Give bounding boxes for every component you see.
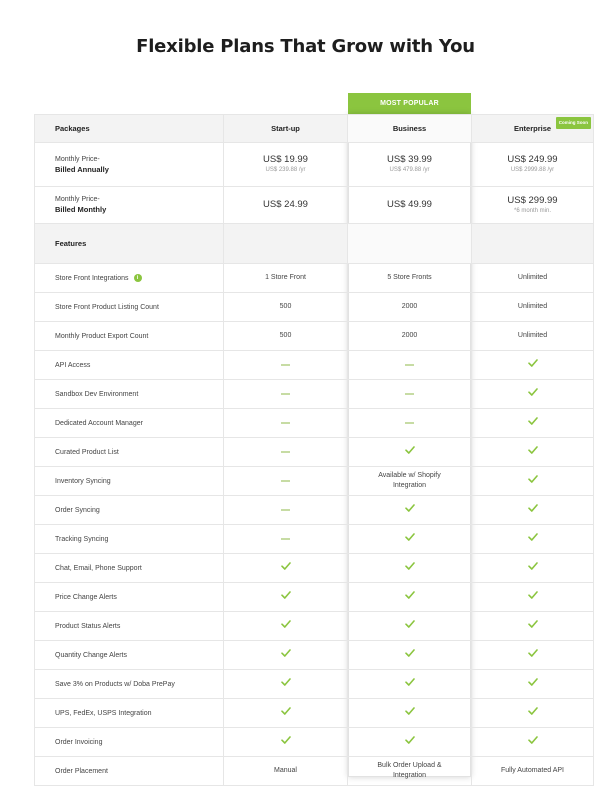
price-sub: US$ 2999.88 /yr bbox=[510, 167, 555, 173]
feature-value-enterprise bbox=[471, 264, 594, 292]
dash-icon bbox=[281, 480, 290, 482]
table-row bbox=[34, 264, 594, 293]
feature-value-enterprise bbox=[471, 583, 594, 611]
feature-name-cell bbox=[34, 583, 224, 611]
feature-value-text: Integration bbox=[392, 772, 427, 779]
check-icon bbox=[405, 649, 415, 661]
feature-value-business bbox=[348, 641, 471, 669]
check-icon bbox=[528, 620, 538, 632]
table-row bbox=[34, 554, 594, 583]
dash-icon bbox=[281, 422, 290, 424]
table-row bbox=[34, 438, 594, 467]
coming-soon-badge: Coming Soon bbox=[556, 117, 591, 129]
check-icon bbox=[405, 620, 415, 632]
price-annual-label bbox=[34, 143, 224, 186]
price-monthly-label-line1: Monthly Price- bbox=[55, 196, 100, 203]
price-monthly-enterprise bbox=[471, 187, 594, 223]
feature-value-business bbox=[348, 467, 471, 495]
feature-value-text: 5 Store Fronts bbox=[387, 274, 432, 281]
price-sub: US$ 479.88 /yr bbox=[389, 167, 430, 173]
feature-name-cell bbox=[34, 670, 224, 698]
dash-icon bbox=[405, 393, 414, 395]
check-icon bbox=[405, 446, 415, 458]
price-main: US$ 299.99 bbox=[507, 194, 558, 206]
feature-value-business bbox=[348, 322, 471, 350]
feature-value-business bbox=[348, 380, 471, 408]
feature-name: Order Invoicing bbox=[55, 738, 103, 746]
table-row bbox=[34, 670, 594, 699]
feature-value-enterprise bbox=[471, 525, 594, 553]
feature-value-enterprise bbox=[471, 467, 594, 495]
feature-value-business bbox=[348, 612, 471, 640]
feature-value-startup bbox=[224, 699, 348, 727]
check-icon bbox=[528, 417, 538, 429]
check-icon bbox=[528, 359, 538, 371]
feature-name: Chat, Email, Phone Support bbox=[55, 564, 142, 572]
feature-value-enterprise bbox=[471, 728, 594, 756]
dash-icon bbox=[281, 364, 290, 366]
dash-icon bbox=[281, 393, 290, 395]
check-icon bbox=[281, 562, 291, 574]
price-annual-business bbox=[348, 143, 471, 186]
feature-value-enterprise bbox=[471, 554, 594, 582]
table-row bbox=[34, 467, 594, 496]
feature-value-startup bbox=[224, 322, 348, 350]
feature-value-business bbox=[348, 293, 471, 321]
feature-value-startup bbox=[224, 670, 348, 698]
price-monthly-startup bbox=[224, 187, 348, 223]
price-annual-startup bbox=[224, 143, 348, 186]
feature-value-startup bbox=[224, 525, 348, 553]
price-monthly-label-line2: Billed Monthly bbox=[55, 205, 107, 214]
feature-name: Order Syncing bbox=[55, 506, 100, 514]
check-icon bbox=[528, 533, 538, 545]
feature-value-text: Bulk Order Upload & bbox=[377, 762, 442, 769]
feature-value-text: 2000 bbox=[401, 332, 418, 339]
feature-name-cell bbox=[34, 409, 224, 437]
feature-value-startup bbox=[224, 380, 348, 408]
info-icon[interactable]: i bbox=[134, 274, 142, 282]
check-icon bbox=[281, 620, 291, 632]
feature-value-startup bbox=[224, 293, 348, 321]
features-header: Features bbox=[34, 224, 224, 263]
feature-value-enterprise bbox=[471, 409, 594, 437]
feature-name-cell bbox=[34, 322, 224, 350]
price-monthly-business bbox=[348, 187, 471, 223]
feature-value-startup bbox=[224, 583, 348, 611]
feature-value-business bbox=[348, 525, 471, 553]
price-main: US$ 249.99 bbox=[507, 154, 558, 165]
feature-name-cell bbox=[34, 351, 224, 379]
feature-value-text: 500 bbox=[279, 332, 292, 339]
check-icon bbox=[528, 388, 538, 400]
feature-value-enterprise bbox=[471, 496, 594, 524]
pricing-table bbox=[34, 114, 594, 786]
feature-value-enterprise bbox=[471, 612, 594, 640]
packages-header: Packages bbox=[34, 115, 224, 142]
feature-value-business bbox=[348, 670, 471, 698]
feature-name: Monthly Product Export Count bbox=[55, 332, 149, 340]
table-row bbox=[34, 641, 594, 670]
check-icon bbox=[528, 678, 538, 690]
check-icon bbox=[528, 707, 538, 719]
feature-name-cell bbox=[34, 467, 224, 495]
feature-name-cell bbox=[34, 438, 224, 466]
table-row bbox=[34, 322, 594, 351]
check-icon bbox=[405, 591, 415, 603]
feature-value-enterprise bbox=[471, 380, 594, 408]
feature-value-business bbox=[348, 757, 471, 785]
check-icon bbox=[281, 707, 291, 719]
feature-value-text: Available w/ Shopify bbox=[378, 472, 441, 479]
feature-value-startup bbox=[224, 496, 348, 524]
feature-value-business bbox=[348, 496, 471, 524]
check-icon bbox=[405, 533, 415, 545]
check-icon bbox=[405, 562, 415, 574]
check-icon bbox=[405, 736, 415, 748]
dash-icon bbox=[281, 509, 290, 511]
check-icon bbox=[281, 591, 291, 603]
feature-value-text: Integration bbox=[392, 482, 427, 489]
check-icon bbox=[528, 591, 538, 603]
table-row bbox=[34, 496, 594, 525]
plan-enterprise-header bbox=[471, 115, 594, 142]
feature-value-business bbox=[348, 438, 471, 466]
price-main: US$ 19.99 bbox=[263, 154, 308, 165]
feature-value-text: 2000 bbox=[401, 303, 418, 310]
price-monthly-row bbox=[34, 187, 594, 224]
feature-value-startup bbox=[224, 264, 348, 292]
feature-name-cell bbox=[34, 293, 224, 321]
dash-icon bbox=[281, 538, 290, 540]
table-row bbox=[34, 525, 594, 554]
feature-value-enterprise bbox=[471, 699, 594, 727]
feature-name: UPS, FedEx, USPS Integration bbox=[55, 709, 152, 717]
feature-value-business bbox=[348, 554, 471, 582]
feature-value-startup bbox=[224, 467, 348, 495]
feature-name: Tracking Syncing bbox=[55, 535, 109, 543]
table-row bbox=[34, 380, 594, 409]
feature-value-startup bbox=[224, 612, 348, 640]
dash-icon bbox=[281, 451, 290, 453]
feature-value-business bbox=[348, 409, 471, 437]
check-icon bbox=[528, 562, 538, 574]
feature-value-business bbox=[348, 583, 471, 611]
feature-value-enterprise bbox=[471, 438, 594, 466]
feature-value-startup bbox=[224, 757, 348, 785]
dash-icon bbox=[405, 364, 414, 366]
table-row bbox=[34, 728, 594, 757]
feature-name: Store Front Product Listing Count bbox=[55, 303, 159, 311]
price-annual-label-line1: Monthly Price- bbox=[55, 155, 100, 163]
feature-value-enterprise bbox=[471, 351, 594, 379]
feature-name-cell bbox=[34, 612, 224, 640]
table-row bbox=[34, 409, 594, 438]
feature-value-enterprise bbox=[471, 757, 594, 785]
features-header-row bbox=[34, 224, 594, 264]
feature-name-cell bbox=[34, 699, 224, 727]
feature-name: Store Front Integrations bbox=[55, 274, 129, 282]
feature-value-business bbox=[348, 728, 471, 756]
feature-name-cell bbox=[34, 728, 224, 756]
feature-value-text: Unlimited bbox=[517, 332, 548, 339]
table-row bbox=[34, 757, 594, 786]
feature-value-text: Unlimited bbox=[517, 303, 548, 310]
feature-value-text: 1 Store Front bbox=[265, 274, 306, 281]
price-main: US$ 49.99 bbox=[387, 199, 432, 210]
table-header-row bbox=[34, 114, 594, 143]
feature-name-cell bbox=[34, 525, 224, 553]
price-annual-row bbox=[34, 143, 594, 187]
price-sub: US$ 239.88 /yr bbox=[265, 167, 306, 173]
table-row bbox=[34, 583, 594, 612]
price-monthly-label bbox=[34, 187, 224, 223]
feature-name: Curated Product List bbox=[55, 448, 119, 456]
feature-value-startup bbox=[224, 438, 348, 466]
feature-name: Product Status Alerts bbox=[55, 622, 121, 630]
feature-name-cell bbox=[34, 554, 224, 582]
check-icon bbox=[281, 649, 291, 661]
plan-business-header: Business bbox=[348, 115, 471, 142]
feature-value-enterprise bbox=[471, 322, 594, 350]
feature-value-business bbox=[348, 264, 471, 292]
page-title: Flexible Plans That Grow with You bbox=[136, 36, 475, 57]
feature-value-text: Unlimited bbox=[517, 274, 548, 281]
table-row bbox=[34, 351, 594, 380]
table-row bbox=[34, 293, 594, 322]
feature-name: Order Placement bbox=[55, 767, 108, 775]
feature-value-text: 500 bbox=[279, 303, 292, 310]
feature-value-text: Manual bbox=[274, 767, 297, 774]
price-main: US$ 39.99 bbox=[387, 154, 432, 165]
dash-icon bbox=[405, 422, 414, 424]
most-popular-badge: MOST POPULAR bbox=[348, 93, 471, 114]
check-icon bbox=[281, 678, 291, 690]
feature-rows bbox=[34, 264, 594, 786]
feature-name-cell bbox=[34, 641, 224, 669]
feature-name-cell bbox=[34, 757, 224, 785]
check-icon bbox=[528, 446, 538, 458]
feature-name: Sandbox Dev Environment bbox=[55, 390, 139, 398]
feature-name: Price Change Alerts bbox=[55, 593, 117, 601]
table-row bbox=[34, 699, 594, 728]
feature-value-text: Fully Automated API bbox=[500, 767, 565, 774]
plan-startup-header: Start-up bbox=[224, 115, 348, 142]
price-annual-enterprise bbox=[471, 143, 594, 186]
feature-name-cell bbox=[34, 264, 224, 292]
feature-value-startup bbox=[224, 641, 348, 669]
check-icon bbox=[405, 504, 415, 516]
feature-value-startup bbox=[224, 351, 348, 379]
feature-name: Dedicated Account Manager bbox=[55, 419, 143, 427]
check-icon bbox=[281, 736, 291, 748]
price-sub: *6 month min. bbox=[513, 207, 552, 214]
feature-value-startup bbox=[224, 728, 348, 756]
table-row bbox=[34, 612, 594, 641]
feature-name-cell bbox=[34, 496, 224, 524]
feature-name-cell bbox=[34, 380, 224, 408]
price-annual-label-line2: Billed Annually bbox=[55, 164, 109, 174]
check-icon bbox=[405, 707, 415, 719]
feature-name: API Access bbox=[55, 361, 91, 369]
plan-enterprise-label: Enterprise bbox=[513, 123, 552, 133]
feature-name: Quantity Change Alerts bbox=[55, 651, 127, 659]
feature-value-business bbox=[348, 699, 471, 727]
check-icon bbox=[405, 678, 415, 690]
check-icon bbox=[528, 736, 538, 748]
feature-value-business bbox=[348, 351, 471, 379]
feature-value-startup bbox=[224, 409, 348, 437]
feature-value-enterprise bbox=[471, 293, 594, 321]
check-icon bbox=[528, 504, 538, 516]
feature-name: Save 3% on Products w/ Doba PrePay bbox=[55, 680, 175, 688]
price-main: US$ 24.99 bbox=[263, 199, 308, 210]
check-icon bbox=[528, 475, 538, 487]
feature-value-enterprise bbox=[471, 641, 594, 669]
feature-value-enterprise bbox=[471, 670, 594, 698]
check-icon bbox=[528, 649, 538, 661]
feature-value-startup bbox=[224, 554, 348, 582]
feature-name: Inventory Syncing bbox=[55, 477, 111, 485]
